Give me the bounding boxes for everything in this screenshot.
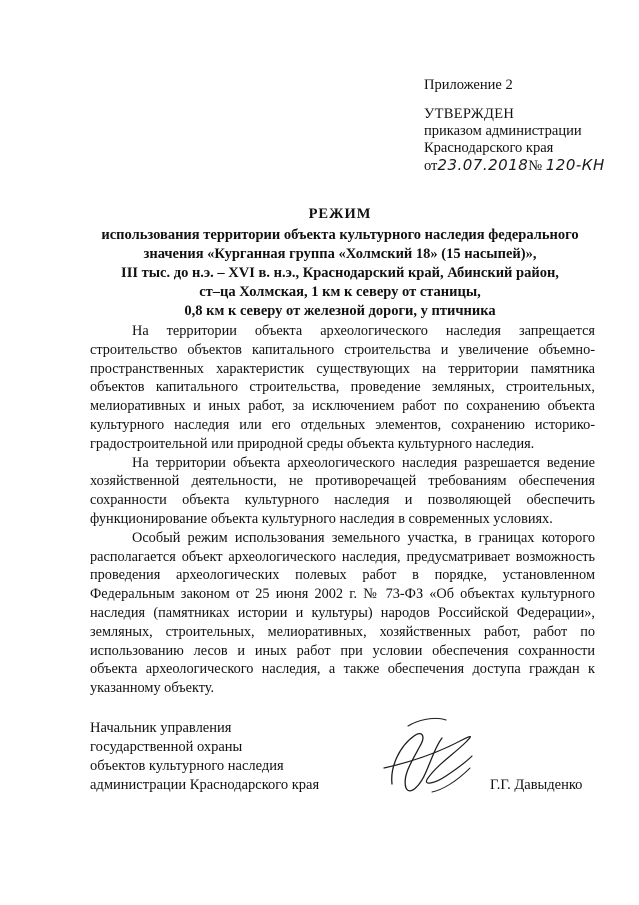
handwritten-number: 120-КН [545,156,605,174]
signatory-line: объектов культурного наследия [90,758,284,774]
signatory-line: Начальник управления [90,720,232,736]
handwritten-date: 23.07.2018 [437,156,529,174]
body-paragraph: На территории объекта археологического наследия запрещается строительство объектов капитального строительства и увеличение объемно-пространственных характеристик существующих на территории памятника объектов капитального строительства, проведение земляных, строительных, мелиоративных и иных работ, за исключением работ по сохранению объекта культурного наследия или его отдельных элементов, сохранению историко-градостроительной или природной среды объекта культурного наследия. [90,323,595,452]
body-paragraph: Особый режим использования земельного участка, в границах которого располагается объект археологического наследия, предусматривает возможность проведения археологических полевых работ в порядке, установленном Федеральным законом от 25 июня 2002 г. № 73-ФЗ «Об объектах культурного наследия (памятниках истории и культуры) народов Российской Федерации», земляных, строительных, мелиоративных, хозяйственных работ, работ по использованию лесов и иных работ при условии обеспечения сохранности объекта археологического наследия, а также обеспечения доступа граждан к указанному объекту. [90,529,595,697]
handwritten-signature [362,706,482,806]
number-label: № [528,158,543,174]
signatory-line: администрации Краснодарского края [90,777,320,793]
approval-block [424,77,605,175]
title-line: III тыс. до н.э. – XVI в. н.э., Краснодарский край, Абинский район, [121,265,559,281]
title-line: использования территории объекта культурного наследия федерального [101,227,579,243]
title-line: значения «Курганная группа «Холмский 18» (15 насыпей)», [143,246,537,262]
date-prefix: от [424,158,438,174]
document-body [90,322,595,698]
approved-label: УТВЕРЖДЕН [424,106,515,122]
title-main: РЕЖИМ [308,206,372,222]
title-line: ст–ца Холмская, 1 км к северу от станицы, [199,284,481,300]
date-number-line [424,157,605,175]
document-title [60,205,620,321]
body-paragraph: На территории объекта археологического наследия разрешается ведение хозяйственной деятельности, не противоречащей требованиям обеспечения сохранности объекта культурного наследия и позволяющей обеспечить функционирование объекта культурного наследия в современных условиях. [90,454,595,527]
appendix-label: Приложение 2 [424,77,513,93]
order-line-2: Краснодарского края [424,140,554,156]
order-line-1: приказом администрации [424,123,582,139]
title-line: 0,8 км к северу от железной дороги, у птичника [184,303,496,319]
signatory-line: государственной охраны [90,739,243,755]
signatory-title [90,719,319,795]
signatory-name: Г.Г. Давыденко [490,777,583,793]
